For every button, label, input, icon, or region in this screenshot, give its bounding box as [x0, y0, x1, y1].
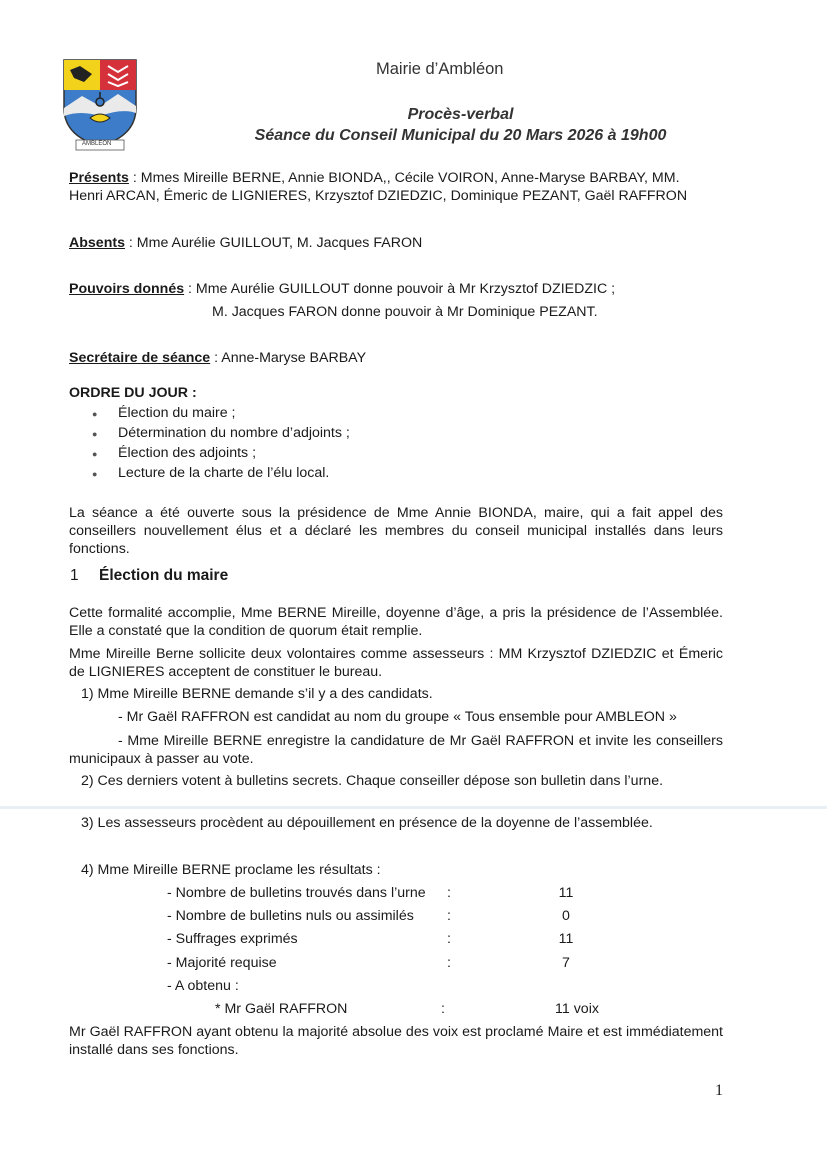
page-number: 1 [715, 1082, 723, 1099]
step-1a: - Mr Gaël RAFFRON est candidat au nom du groupe « Tous ensemble pour AMBLEON » [118, 709, 677, 725]
step-1b: - Mme Mireille BERNE enregistre la candidature de Mr Gaël RAFFRON et invite les conseillers municipaux à passer au vote. [69, 733, 723, 767]
step-1: 1) Mme Mireille BERNE demande s’il y a des candidats. [81, 686, 433, 702]
pouvoirs-label: Pouvoirs donnés [69, 281, 185, 297]
absents-label: Absents [69, 235, 125, 251]
session-title: Séance du Conseil Municipal du 20 Mars 2026 à 19h00 [254, 127, 667, 144]
result-colon: : [447, 955, 451, 971]
intro-paragraph: La séance a été ouverte sous la présidence de Mme Annie BIONDA, maire, qui a fait appel des conseillers nouvellement élus et a déclaré les membres du conseil municipal installés dans leurs fonctions. [69, 505, 723, 557]
result-label: - Nombre de bulletins trouvés dans l’urne [167, 885, 426, 901]
secretaire-label: Secrétaire de séance [69, 350, 211, 366]
ordre-item: Lecture de la charte de l’élu local. [118, 465, 330, 481]
ordre-title: ORDRE DU JOUR : [69, 385, 197, 401]
section-title: Élection du maire [99, 567, 229, 584]
bullet-icon: ● [92, 469, 98, 479]
bullet-icon: ● [92, 449, 98, 459]
section-para-2: Mme Mireille Berne sollicite deux volontaires comme assesseurs : MM Krzysztof DZIEDZIC et Émeric de LIGNIERES acceptent de constituer le bureau. [69, 646, 723, 680]
presents-label: Présents [69, 170, 129, 186]
result-value: 11 voix [555, 1001, 599, 1017]
result-colon: : [447, 885, 451, 901]
absents-line [69, 235, 422, 251]
result-label: - Majorité requise [167, 955, 277, 971]
doc-title: Procès-verbal [407, 106, 514, 123]
org-title: Mairie d’Ambléon [376, 60, 504, 78]
section-para-1: Cette formalité accomplie, Mme BERNE Mireille, doyenne d’âge, a pris la présidence de l’Assemblée. Elle a constaté que la condition de quorum était remplie. [69, 605, 723, 639]
presents-text-1: : Mmes Mireille BERNE, Annie BIONDA,, Cécile VOIRON, Anne-Maryse BARBAY, MM. [128, 170, 680, 186]
bullet-icon: ● [92, 429, 98, 439]
pouvoirs-text-2: M. Jacques FARON donne pouvoir à Mr Dominique PEZANT. [212, 304, 598, 320]
result-value: 0 [562, 908, 570, 924]
crest-caption: AMBLEON [82, 141, 112, 147]
ordre-item: Élection des adjoints ; [118, 445, 257, 461]
conclusion-paragraph: Mr Gaël RAFFRON ayant obtenu la majorité absolue des voix est proclamé Maire et est immédiatement installé dans ses fonctions. [69, 1024, 723, 1058]
pouvoirs-text-1: : Mme Aurélie GUILLOUT donne pouvoir à Mr Krzysztof DZIEDZIC ; [184, 281, 616, 297]
step-4: 4) Mme Mireille BERNE proclame les résultats : [81, 862, 381, 878]
step-3: 3) Les assesseurs procèdent au dépouillement en présence de la doyenne de l’assemblée. [81, 815, 653, 831]
result-colon: : [447, 908, 451, 924]
result-value: 11 [558, 885, 574, 901]
bullet-icon: ● [92, 409, 98, 419]
ordre-item: Élection du maire ; [118, 405, 236, 421]
presents-text-2: Henri ARCAN, Émeric de LIGNIERES, Krzysztof DZIEDZIC, Dominique PEZANT, Gaël RAFFRON [69, 188, 688, 204]
presents-line-1 [69, 170, 680, 186]
result-label: - Suffrages exprimés [167, 931, 298, 947]
secretaire-line [69, 350, 366, 366]
absents-text: : Mme Aurélie GUILLOUT, M. Jacques FARON [124, 235, 423, 251]
result-label: - Nombre de bulletins nuls ou assimilés [167, 908, 414, 924]
ordre-item: Détermination du nombre d’adjoints ; [118, 425, 350, 441]
section-number: 1 [70, 567, 79, 584]
pouvoirs-line-1 [69, 281, 615, 297]
step-2: 2) Ces derniers votent à bulletins secrets. Chaque conseiller dépose son bulletin dans l’urne. [81, 773, 664, 789]
result-label: * Mr Gaël RAFFRON [215, 1001, 348, 1017]
result-colon: : [441, 1001, 445, 1017]
result-value: 7 [562, 955, 570, 971]
result-colon: : [447, 931, 451, 947]
secretaire-text: : Anne-Maryse BARBAY [210, 350, 367, 366]
scan-divider [0, 806, 827, 809]
result-value: 11 [558, 931, 574, 947]
result-label: - A obtenu : [167, 978, 239, 994]
